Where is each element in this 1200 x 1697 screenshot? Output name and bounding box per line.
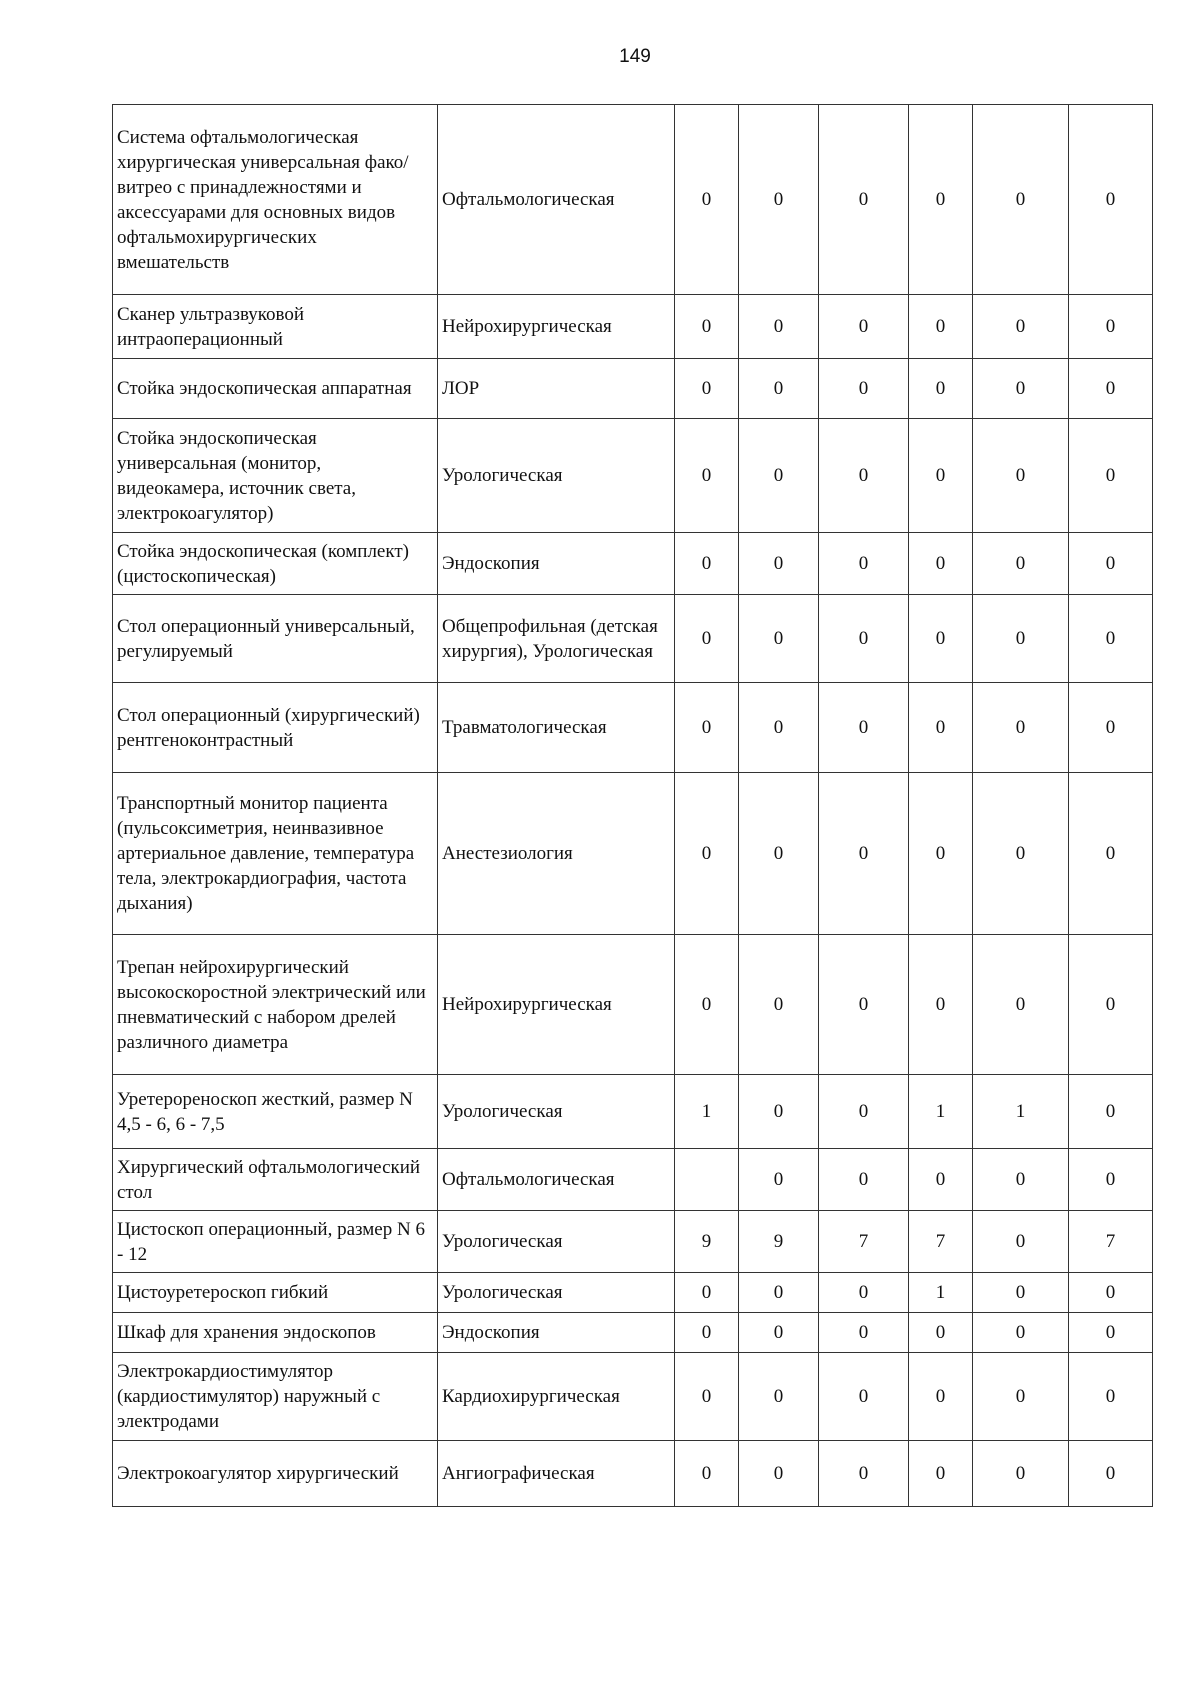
department: Анестезиология [438, 773, 675, 935]
value-cell: 0 [909, 1149, 973, 1211]
value-cell: 0 [1069, 1273, 1153, 1313]
department: Эндоскопия [438, 533, 675, 595]
table-row [113, 1313, 1153, 1353]
value-cell: 7 [1069, 1211, 1153, 1273]
value-cell: 0 [1069, 533, 1153, 595]
value-cell: 9 [739, 1211, 819, 1273]
value-cell: 0 [1069, 935, 1153, 1075]
value-cell: 0 [973, 773, 1069, 935]
value-cell: 0 [675, 1353, 739, 1441]
equipment-name: Цистоуретероскоп гибкий [113, 1273, 438, 1313]
value-cell: 0 [909, 295, 973, 359]
equipment-name: Стойка эндоскопическая (комплект)(цистоскопическая) [113, 533, 438, 595]
value-cell: 0 [909, 773, 973, 935]
table-row [113, 1273, 1153, 1313]
value-cell: 0 [1069, 595, 1153, 683]
value-cell: 0 [739, 935, 819, 1075]
value-cell: 0 [819, 1353, 909, 1441]
department: Офтальмологическая [438, 105, 675, 295]
value-cell: 0 [739, 1313, 819, 1353]
value-cell: 0 [819, 1149, 909, 1211]
value-cell: 0 [675, 683, 739, 773]
value-cell: 0 [909, 1441, 973, 1507]
value-cell: 0 [819, 419, 909, 533]
table-row [113, 1075, 1153, 1149]
value-cell: 0 [739, 419, 819, 533]
value-cell: 9 [675, 1211, 739, 1273]
value-cell: 0 [739, 1075, 819, 1149]
value-cell: 0 [675, 1313, 739, 1353]
value-cell: 0 [1069, 1353, 1153, 1441]
value-cell: 0 [909, 359, 973, 419]
value-cell: 0 [909, 595, 973, 683]
equipment-name: Стойка эндоскопическая универсальная (монитор, видеокамера, источник света, электрокоагулятор) [113, 419, 438, 533]
value-cell: 0 [1069, 773, 1153, 935]
value-cell: 0 [675, 1441, 739, 1507]
equipment-name: Уретерореноскоп жесткий, размер N 4,5 - 6, 6 - 7,5 [113, 1075, 438, 1149]
value-cell: 7 [909, 1211, 973, 1273]
value-cell: 0 [819, 295, 909, 359]
value-cell: 0 [675, 105, 739, 295]
equipment-name: Стол операционный универсальный, регулируемый [113, 595, 438, 683]
equipment-name: Сканер ультразвуковой интраоперационный [113, 295, 438, 359]
value-cell: 0 [973, 595, 1069, 683]
value-cell [675, 1149, 739, 1211]
equipment-name: Стойка эндоскопическая аппаратная [113, 359, 438, 419]
equipment-name: Трепан нейрохирургический высокоскоростной электрический или пневматический с набором дрелей различного диаметра [113, 935, 438, 1075]
table-row [113, 935, 1153, 1075]
table-row [113, 359, 1153, 419]
value-cell: 0 [909, 1353, 973, 1441]
value-cell: 0 [1069, 295, 1153, 359]
value-cell: 0 [1069, 683, 1153, 773]
table-row [113, 1353, 1153, 1441]
value-cell: 0 [909, 683, 973, 773]
equipment-name: Электрокоагулятор хирургический [113, 1441, 438, 1507]
value-cell: 0 [1069, 1313, 1153, 1353]
value-cell: 0 [973, 359, 1069, 419]
value-cell: 0 [973, 419, 1069, 533]
page-number: 149 [619, 46, 651, 67]
value-cell: 1 [973, 1075, 1069, 1149]
department: Урологическая [438, 1273, 675, 1313]
value-cell: 0 [739, 595, 819, 683]
value-cell: 0 [739, 105, 819, 295]
value-cell: 0 [973, 1441, 1069, 1507]
value-cell: 1 [909, 1075, 973, 1149]
value-cell: 0 [675, 359, 739, 419]
value-cell: 0 [675, 773, 739, 935]
value-cell: 0 [909, 935, 973, 1075]
value-cell: 0 [973, 1149, 1069, 1211]
table-row [113, 105, 1153, 295]
equipment-name: Шкаф для хранения эндоскопов [113, 1313, 438, 1353]
value-cell: 0 [739, 533, 819, 595]
value-cell: 0 [973, 295, 1069, 359]
department: ЛОР [438, 359, 675, 419]
value-cell: 0 [739, 773, 819, 935]
value-cell: 0 [909, 105, 973, 295]
value-cell: 1 [909, 1273, 973, 1313]
value-cell: 0 [973, 935, 1069, 1075]
value-cell: 0 [1069, 1441, 1153, 1507]
value-cell: 0 [739, 359, 819, 419]
value-cell: 7 [819, 1211, 909, 1273]
department: Урологическая [438, 419, 675, 533]
equipment-name: Хирургический офтальмологический стол [113, 1149, 438, 1211]
value-cell: 0 [675, 533, 739, 595]
value-cell: 0 [1069, 359, 1153, 419]
value-cell: 0 [909, 1313, 973, 1353]
value-cell: 0 [973, 105, 1069, 295]
equipment-table [112, 104, 1153, 1507]
value-cell: 0 [819, 1313, 909, 1353]
equipment-name: Электрокардиостимулятор (кардиостимулятор) наружный с электродами [113, 1353, 438, 1441]
value-cell: 0 [819, 1441, 909, 1507]
table-row [113, 1149, 1153, 1211]
value-cell: 0 [909, 533, 973, 595]
table-row [113, 1441, 1153, 1507]
table-row [113, 595, 1153, 683]
value-cell: 0 [819, 359, 909, 419]
value-cell: 0 [675, 595, 739, 683]
value-cell: 0 [973, 683, 1069, 773]
value-cell: 0 [739, 1273, 819, 1313]
value-cell: 0 [1069, 1149, 1153, 1211]
value-cell: 0 [675, 419, 739, 533]
table-row [113, 295, 1153, 359]
department: Урологическая [438, 1211, 675, 1273]
department: Эндоскопия [438, 1313, 675, 1353]
value-cell: 0 [819, 1273, 909, 1313]
value-cell: 0 [819, 533, 909, 595]
table-row [113, 773, 1153, 935]
equipment-name: Цистоскоп операционный, размер N 6 - 12 [113, 1211, 438, 1273]
value-cell: 0 [973, 1353, 1069, 1441]
value-cell: 0 [1069, 419, 1153, 533]
value-cell: 0 [1069, 1075, 1153, 1149]
value-cell: 0 [739, 1441, 819, 1507]
value-cell: 0 [973, 533, 1069, 595]
value-cell: 1 [675, 1075, 739, 1149]
value-cell: 0 [973, 1313, 1069, 1353]
department: Ангиографическая [438, 1441, 675, 1507]
department: Урологическая [438, 1075, 675, 1149]
value-cell: 0 [819, 773, 909, 935]
value-cell: 0 [973, 1273, 1069, 1313]
department: Кардиохирургическая [438, 1353, 675, 1441]
value-cell: 0 [739, 1353, 819, 1441]
equipment-name: Стол операционный (хирургический) рентгеноконтрастный [113, 683, 438, 773]
value-cell: 0 [675, 295, 739, 359]
table-row [113, 1211, 1153, 1273]
value-cell: 0 [909, 419, 973, 533]
value-cell: 0 [973, 1211, 1069, 1273]
table-row [113, 533, 1153, 595]
department: Нейрохирургическая [438, 935, 675, 1075]
department: Общепрофильная (детская хирургия), Урологическая [438, 595, 675, 683]
value-cell: 0 [675, 935, 739, 1075]
department: Нейрохирургическая [438, 295, 675, 359]
table-row [113, 683, 1153, 773]
equipment-name: Система офтальмологическая хирургическая универсальная фако/витрео с принадлежностями и аксессуарами для основных видов офтальмохирургических вмешательств [113, 105, 438, 295]
value-cell: 0 [739, 1149, 819, 1211]
value-cell: 0 [675, 1273, 739, 1313]
value-cell: 0 [819, 935, 909, 1075]
value-cell: 0 [1069, 105, 1153, 295]
value-cell: 0 [819, 595, 909, 683]
equipment-name: Транспортный монитор пациента (пульсоксиметрия, неинвазивное артериальное давление, температура тела, электрокардиография, частота дыхания) [113, 773, 438, 935]
table-row [113, 419, 1153, 533]
department: Офтальмологическая [438, 1149, 675, 1211]
value-cell: 0 [739, 295, 819, 359]
value-cell: 0 [819, 105, 909, 295]
department: Травматологическая [438, 683, 675, 773]
value-cell: 0 [819, 683, 909, 773]
value-cell: 0 [739, 683, 819, 773]
value-cell: 0 [819, 1075, 909, 1149]
